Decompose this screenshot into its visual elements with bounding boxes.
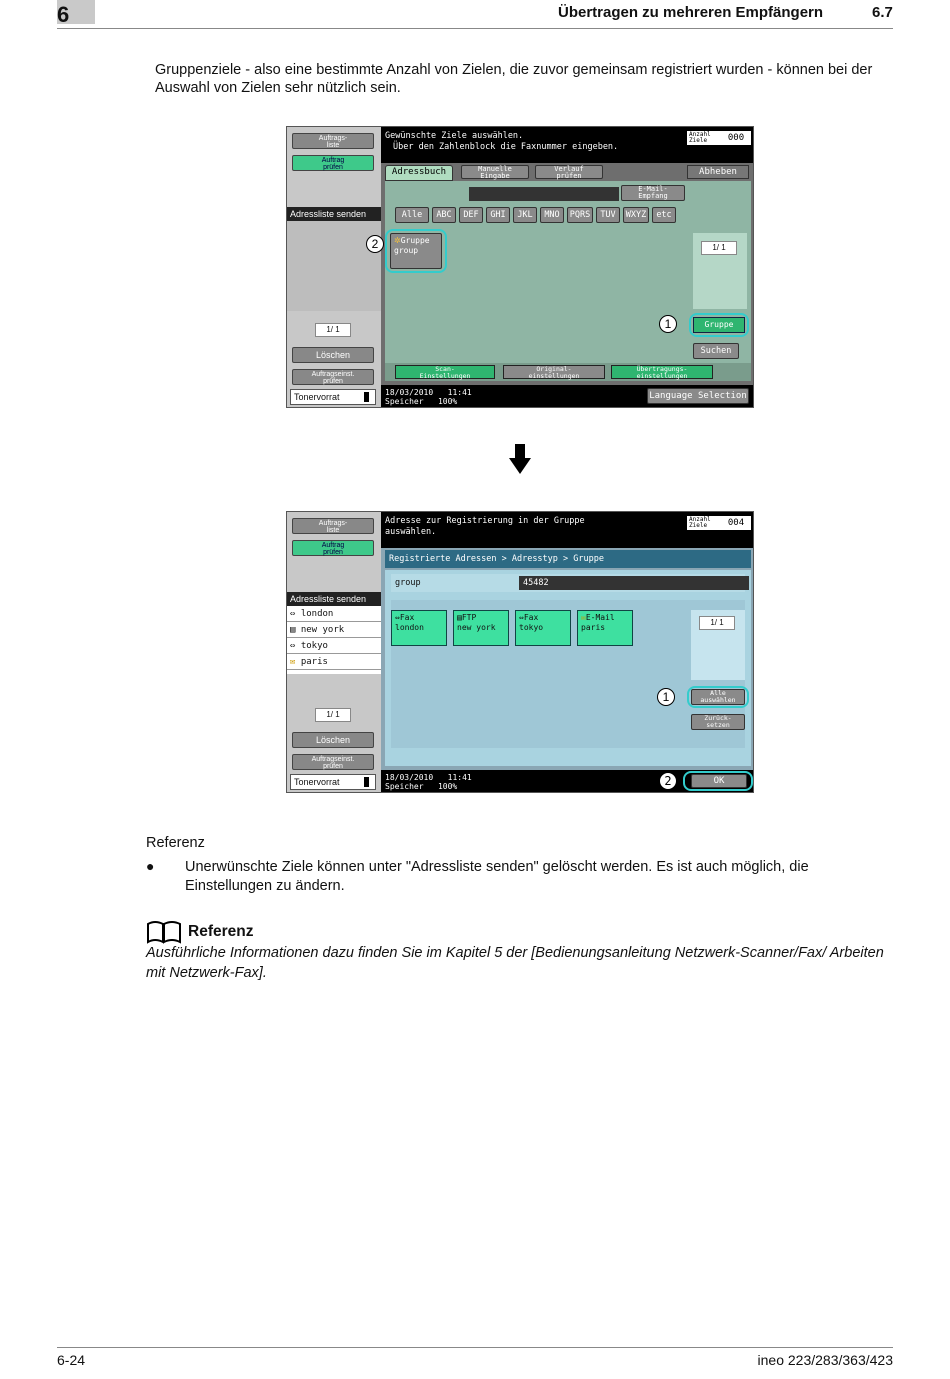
list-item[interactable] (287, 622, 381, 638)
register-panel (385, 570, 751, 766)
top-message-bar (381, 127, 754, 163)
dest-button[interactable] (515, 610, 571, 646)
address-list-header-2[interactable]: Adressliste senden (287, 592, 381, 606)
dest-button[interactable] (577, 610, 633, 646)
dest-name: tokyo (519, 623, 544, 632)
memory-label: Speicher (385, 397, 424, 406)
gruppe-button[interactable]: Gruppe (693, 317, 745, 333)
page-panel (693, 233, 747, 309)
left-panel (287, 127, 381, 407)
dest-name: london (395, 623, 424, 632)
bullet-icon: ● (146, 858, 155, 874)
delete-button[interactable]: Löschen (292, 347, 374, 363)
screenshot-group-register (286, 511, 754, 793)
fax-icon: ⇔ (290, 641, 296, 651)
group-info-row (391, 574, 745, 592)
callout-2-b: 2 (659, 772, 677, 790)
language-selection-button[interactable]: Language Selection (647, 388, 749, 404)
toner-indicator-2 (290, 774, 376, 790)
list-item-label: london (300, 609, 334, 619)
reset-button[interactable]: Zurück- setzen (691, 714, 745, 730)
memory-value: 100% (437, 397, 458, 406)
index-tab[interactable]: DEF (459, 207, 483, 223)
address-list (287, 606, 381, 674)
group-type-label: Gruppe (400, 236, 430, 245)
dest-type: Fax (399, 613, 415, 622)
header-section: 6.7 (872, 4, 893, 21)
address-book-panel (371, 181, 751, 381)
transfer-settings-button[interactable]: Übertragungs- einstellungen (611, 365, 713, 379)
index-tab[interactable]: etc (652, 207, 676, 223)
main-area (371, 163, 754, 385)
index-tabs (395, 207, 695, 223)
index-tab[interactable]: JKL (513, 207, 537, 223)
intro-paragraph: Gruppenziele - also eine bestimmte Anzahl von Zielen, die zuvor gemeinsam registriert wurden - können bei der Auswahl von Zielen sehr nützlich sein. (155, 62, 873, 96)
list-item-label: tokyo (300, 641, 328, 651)
job-list-button-2[interactable]: Auftrags- liste (292, 518, 374, 534)
message-line-1: Gewünschte Ziele auswählen. (385, 131, 524, 141)
left-page-indicator: 1/ 1 (315, 323, 351, 337)
fax-icon: ⇔ (290, 609, 296, 619)
index-tab[interactable]: PQRS (567, 207, 593, 223)
page-indicator: 1/ 1 (701, 241, 737, 255)
date-label: 18/03/2010 (385, 773, 434, 782)
job-settings-button[interactable]: Auftragseinst. prüfen (292, 369, 374, 385)
tab-history[interactable]: Verlauf prüfen (535, 165, 603, 179)
screenshot-address-book (286, 126, 754, 408)
toner-label: Tonervorrat (294, 392, 340, 402)
time-label: 11:41 (447, 773, 472, 782)
list-item-label: paris (300, 657, 328, 667)
address-list-area (287, 221, 381, 311)
dest-name: new york (457, 623, 496, 632)
bullet-text: Unerwünschte Ziele können unter "Adressliste senden" gelöscht werden. Es ist auch möglich, die Einstellungen zu ändern. (185, 859, 809, 894)
search-display (469, 187, 619, 201)
reference-heading: Referenz (188, 923, 254, 940)
delete-button-2[interactable]: Löschen (292, 732, 374, 748)
left-page-indicator-2: 1/ 1 (315, 708, 351, 722)
chevron-right-icon: > (501, 554, 507, 564)
scan-settings-button[interactable]: Scan- Einstellungen (395, 365, 495, 379)
callout-1: 1 (659, 315, 677, 333)
job-list-button[interactable]: Auftrags- liste (292, 133, 374, 149)
reference-body: Ausführliche Informationen dazu finden Sie im Kapitel 5 der [Bedienungsanleitung Netzwerk-Scanner/Fax/ Arbeiten mit Netzwerk-Fax]. (146, 945, 884, 981)
tab-manual-input[interactable]: Manuelle Eingabe (461, 165, 529, 179)
arrow-down-icon (509, 444, 531, 476)
dest-count-value-2: 004 (721, 516, 751, 530)
left-panel-2 (287, 512, 381, 792)
callout-1-b: 1 (657, 688, 675, 706)
dest-type: E-Mail (585, 613, 615, 622)
footer-divider (57, 1347, 893, 1348)
dest-grid (391, 600, 745, 748)
list-item[interactable] (287, 654, 381, 670)
breadcrumb-item: Adresstyp (511, 554, 558, 564)
dest-button[interactable] (453, 610, 509, 646)
memory-value: 100% (437, 782, 458, 791)
index-tab[interactable]: TUV (596, 207, 620, 223)
dest-count-label-2: Anzahl Ziele (687, 516, 721, 530)
header-title: Übertragen zu mehreren Empfängern (558, 4, 824, 21)
address-list-header[interactable]: Adressliste senden (287, 207, 381, 221)
page-number: 6-24 (57, 1352, 86, 1368)
select-all-button[interactable]: Alle auswählen (691, 689, 745, 705)
email-icon: ✉ (581, 613, 586, 622)
memory-label: Speicher (385, 782, 424, 791)
breadcrumb-item: Gruppe (573, 554, 604, 564)
dest-type: FTP (461, 613, 477, 622)
list-item[interactable] (287, 606, 381, 622)
main-area-2 (381, 548, 754, 770)
ftp-icon: ▤ (457, 613, 462, 622)
toner-bar-icon (364, 392, 369, 402)
index-tab[interactable]: Alle (395, 207, 429, 223)
ok-button[interactable]: OK (691, 774, 747, 788)
status-bar-2 (381, 770, 754, 792)
job-check-button[interactable]: Auftrag prüfen (292, 155, 374, 171)
original-settings-button[interactable]: Original- einstellungen (503, 365, 605, 379)
group-number-value: 45482 (519, 576, 749, 590)
email-receive-button[interactable]: E-Mail- Empfang (621, 185, 685, 201)
fax-icon: ⇔ (519, 613, 524, 622)
time-label: 11:41 (447, 388, 472, 397)
dest-button[interactable] (391, 610, 447, 646)
breadcrumb (385, 550, 751, 568)
dest-type: Fax (523, 613, 539, 622)
reference-label: Referenz (146, 835, 205, 851)
dest-count-label: Anzahl Ziele (687, 131, 721, 145)
status-bar (381, 385, 754, 407)
search-button[interactable]: Suchen (693, 343, 739, 359)
message-line-2: auswählen. (385, 527, 437, 537)
settings-bar (385, 363, 751, 381)
toner-indicator (290, 389, 376, 405)
message-line-2: Über den Zahlenblock die Faxnummer eingeben. (393, 142, 619, 152)
tab-address-book[interactable]: Adressbuch (385, 165, 453, 181)
page-indicator-2: 1/ 1 (699, 616, 735, 630)
page-panel-2 (691, 610, 745, 680)
product-name: ineo 223/283/363/423 (757, 1352, 893, 1368)
group-dest-button[interactable] (390, 233, 442, 269)
callout-2: 2 (366, 235, 384, 253)
chevron-right-icon: > (563, 554, 569, 564)
list-item[interactable] (287, 638, 381, 654)
job-check-button-2[interactable]: Auftrag prüfen (292, 540, 374, 556)
book-icon (146, 919, 182, 945)
index-tab[interactable]: MNO (540, 207, 564, 223)
group-name-label: group (394, 246, 419, 255)
group-icon: ✲ (394, 236, 401, 245)
ftp-icon: ▤ (290, 625, 296, 635)
message-line-1: Adresse zur Registrierung in der Gruppe (385, 516, 585, 526)
fax-icon: ⇔ (395, 613, 400, 622)
toner-bar-icon (364, 777, 369, 787)
email-icon: ✉ (290, 657, 296, 667)
index-tab[interactable]: WXYZ (623, 207, 649, 223)
header-divider (57, 28, 893, 29)
job-settings-button-2[interactable]: Auftragseinst. prüfen (292, 754, 374, 770)
pickup-button[interactable]: Abheben (687, 165, 749, 179)
dest-name: paris (581, 623, 606, 632)
index-tab[interactable]: ABC (432, 207, 456, 223)
group-name-value: group (395, 578, 421, 588)
chapter-number: 6 (57, 2, 70, 27)
toner-label-2: Tonervorrat (294, 777, 340, 787)
list-item-label: new york (300, 625, 345, 635)
top-message-bar-2 (381, 512, 754, 548)
date-label: 18/03/2010 (385, 388, 434, 397)
dest-count-value: 000 (721, 131, 751, 145)
index-tab[interactable]: GHI (486, 207, 510, 223)
breadcrumb-item: Registrierte Adressen (389, 554, 497, 564)
